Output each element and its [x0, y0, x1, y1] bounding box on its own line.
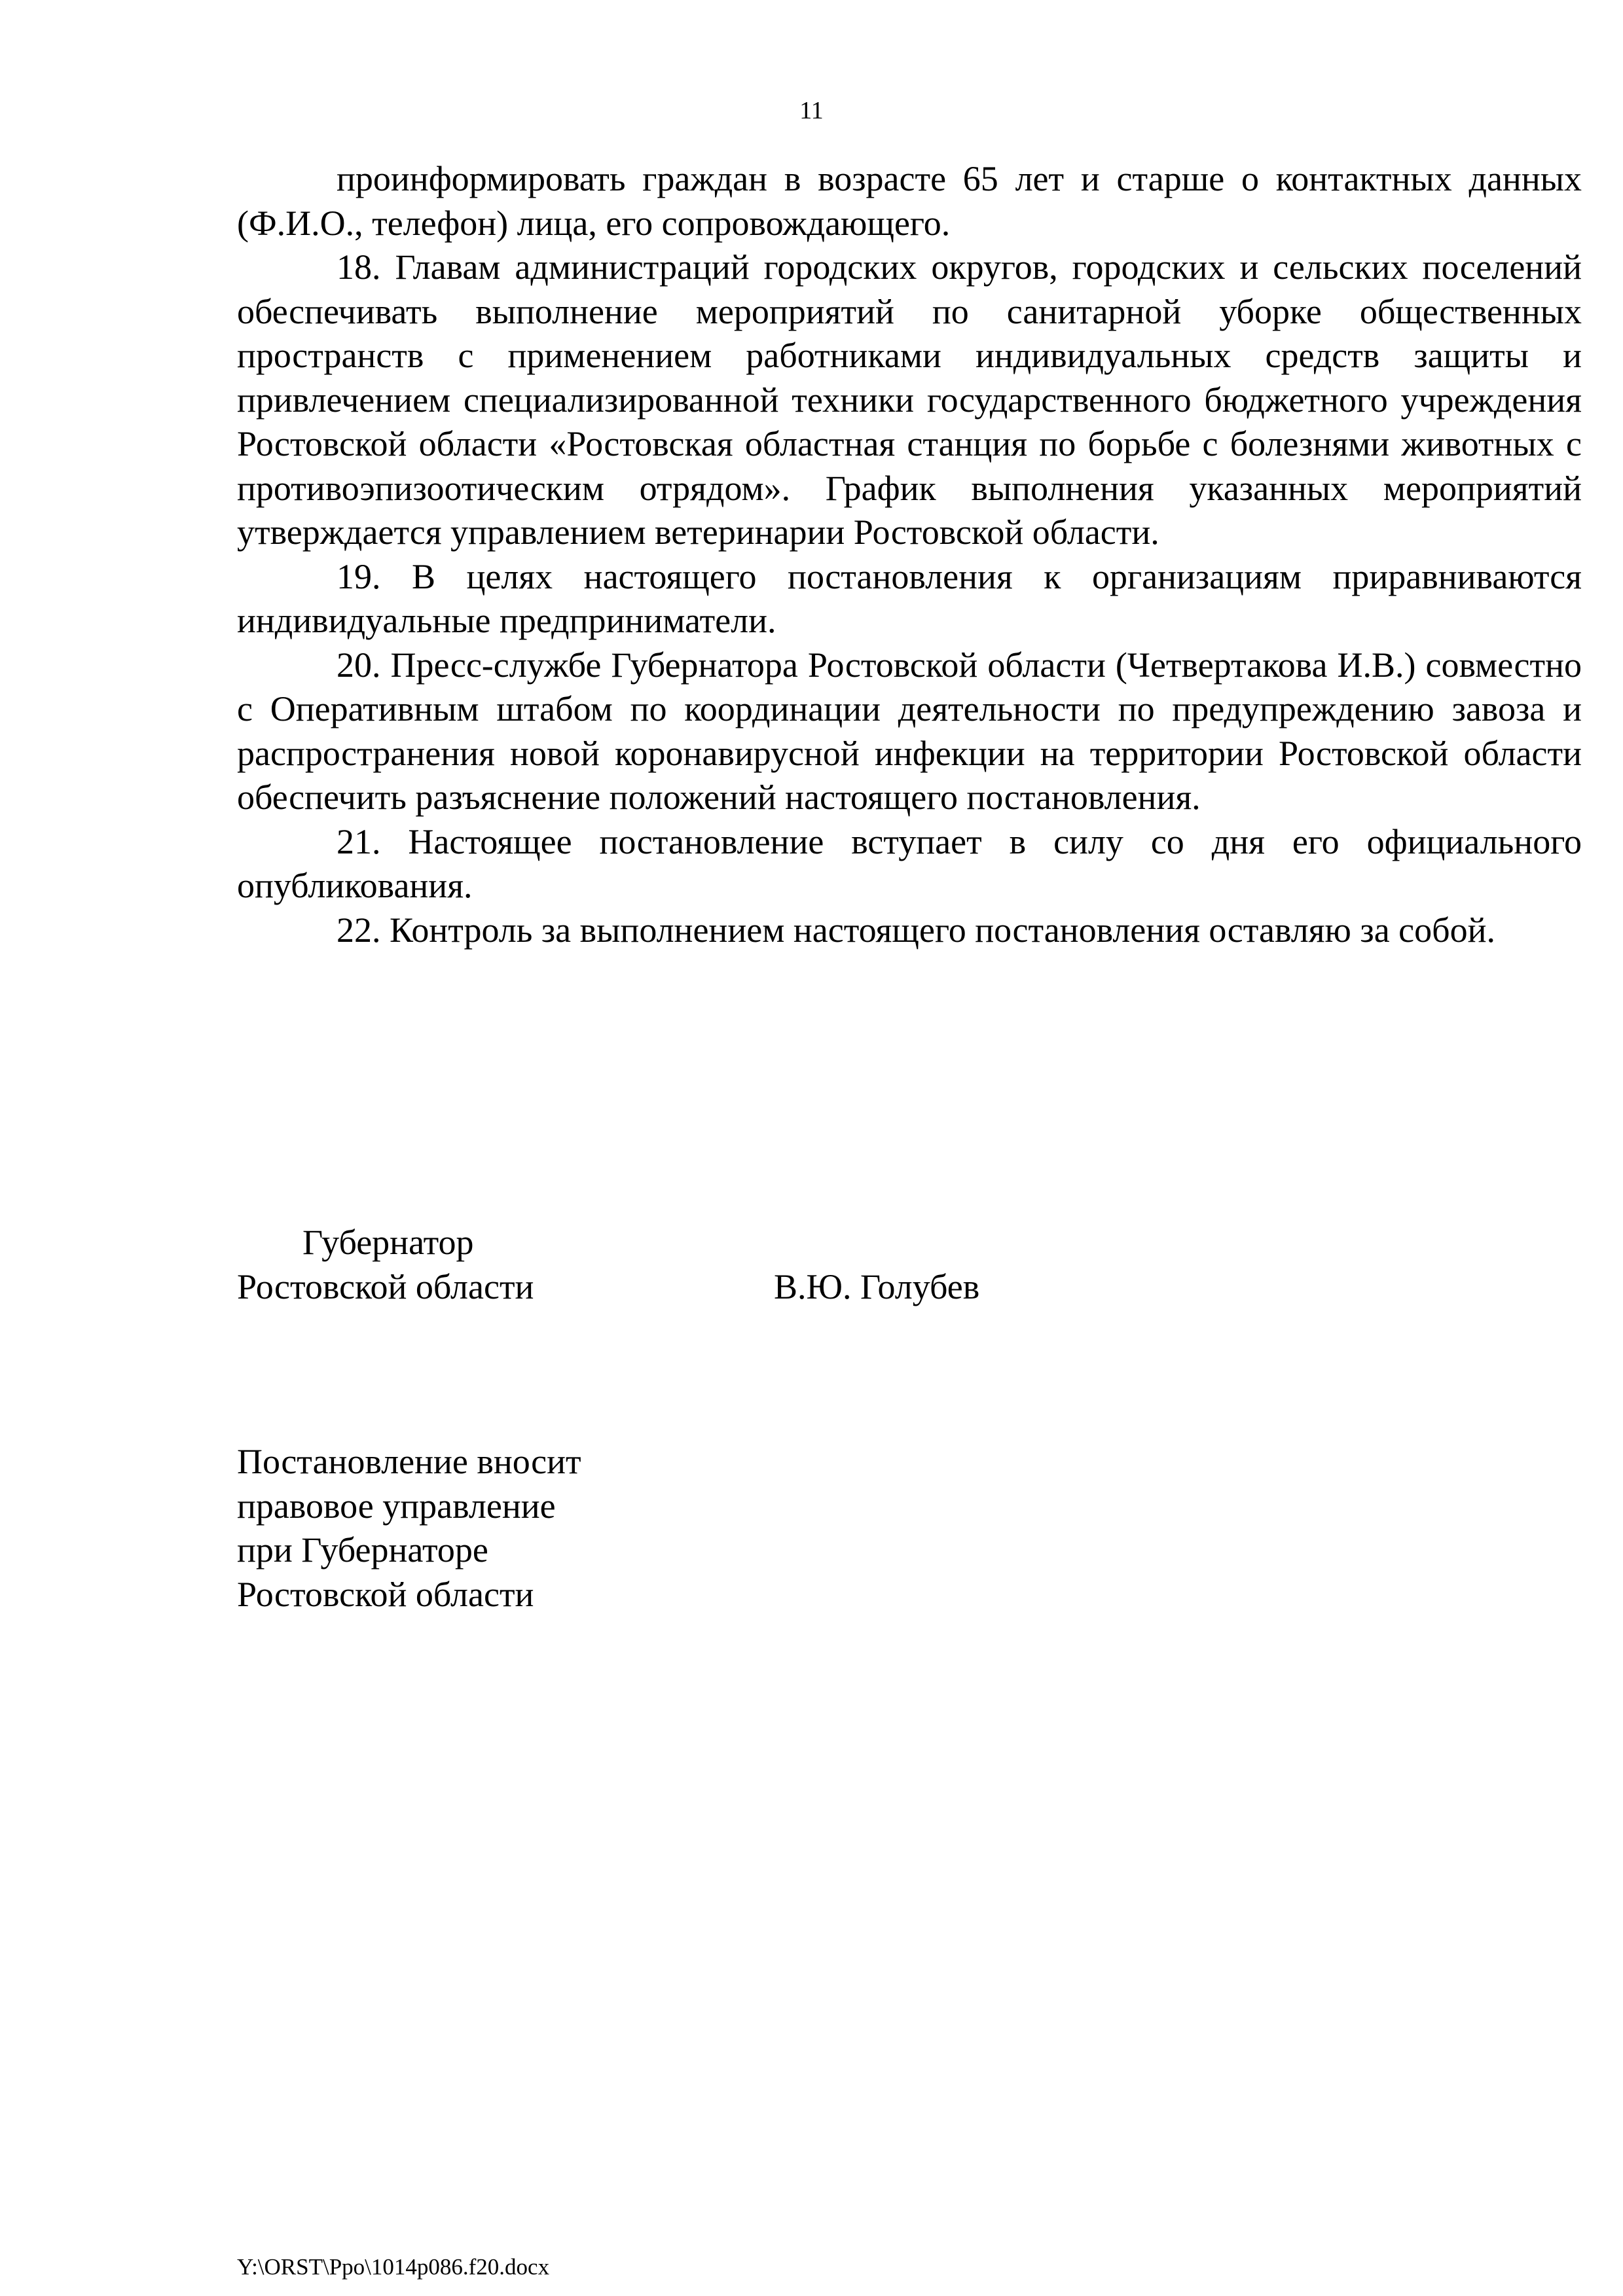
submitter-line-2: правовое управление [237, 1486, 556, 1526]
signatory-name: В.Ю. Голубев [774, 1266, 980, 1306]
paragraph-continuation: проинформировать граждан в возрасте 65 лет и старше о контактных данных (Ф.И.О., телефон) лица, его сопровождающего. [237, 159, 1582, 243]
submitter-line-4: Ростовской области [237, 1574, 534, 1614]
paragraph-item-19: 19. В целях настоящего постановления к организациям приравниваются индивидуальные предприниматели. [237, 556, 1582, 640]
submitter-line-3: при Губернаторе [237, 1530, 488, 1570]
submitter-block [237, 1440, 892, 1617]
page-number: 11 [799, 97, 824, 124]
file-path-footer: Y:\ORST\Ppo\1014p086.f20.docx [237, 2254, 550, 2280]
paragraph-item-21: 21. Настоящее постановление вступает в силу со дня его официального опубликования. [237, 821, 1582, 905]
paragraph-item-20: 20. Пресс-службе Губернатора Ростовской области (Четвертакова И.В.) совместно с Оперативным штабом по координации деятельности по предупреждению завоза и распространения новой коронавирусной инфекции на территории Ростовской области обеспечить разъяснение положений настоящего постановления. [237, 645, 1582, 817]
paragraph-item-18: 18. Главам администраций городских округов, городских и сельских поселений обеспечивать выполнение мероприятий по санитарной уборке общественных пространств с применением работниками индивидуальных средств защиты и привлечением специализированной техники государственного бюджетного учреждения Ростовской области «Ростовская областная станция по борьбе с болезнями животных с противоэпизоотическим отрядом». График выполнения указанных мероприятий утверждается управлением ветеринарии Ростовской области. [237, 247, 1582, 552]
signatory-title-line-2: Ростовской области [237, 1266, 534, 1306]
signature-block [237, 1221, 1088, 1312]
submitter-line-1: Постановление вносит [237, 1442, 581, 1481]
paragraph-item-22: 22. Контроль за выполнением настоящего постановления оставляю за собой. [337, 910, 1496, 950]
signatory-title-line-1: Губернатор [302, 1223, 474, 1262]
document-body [237, 157, 1582, 952]
